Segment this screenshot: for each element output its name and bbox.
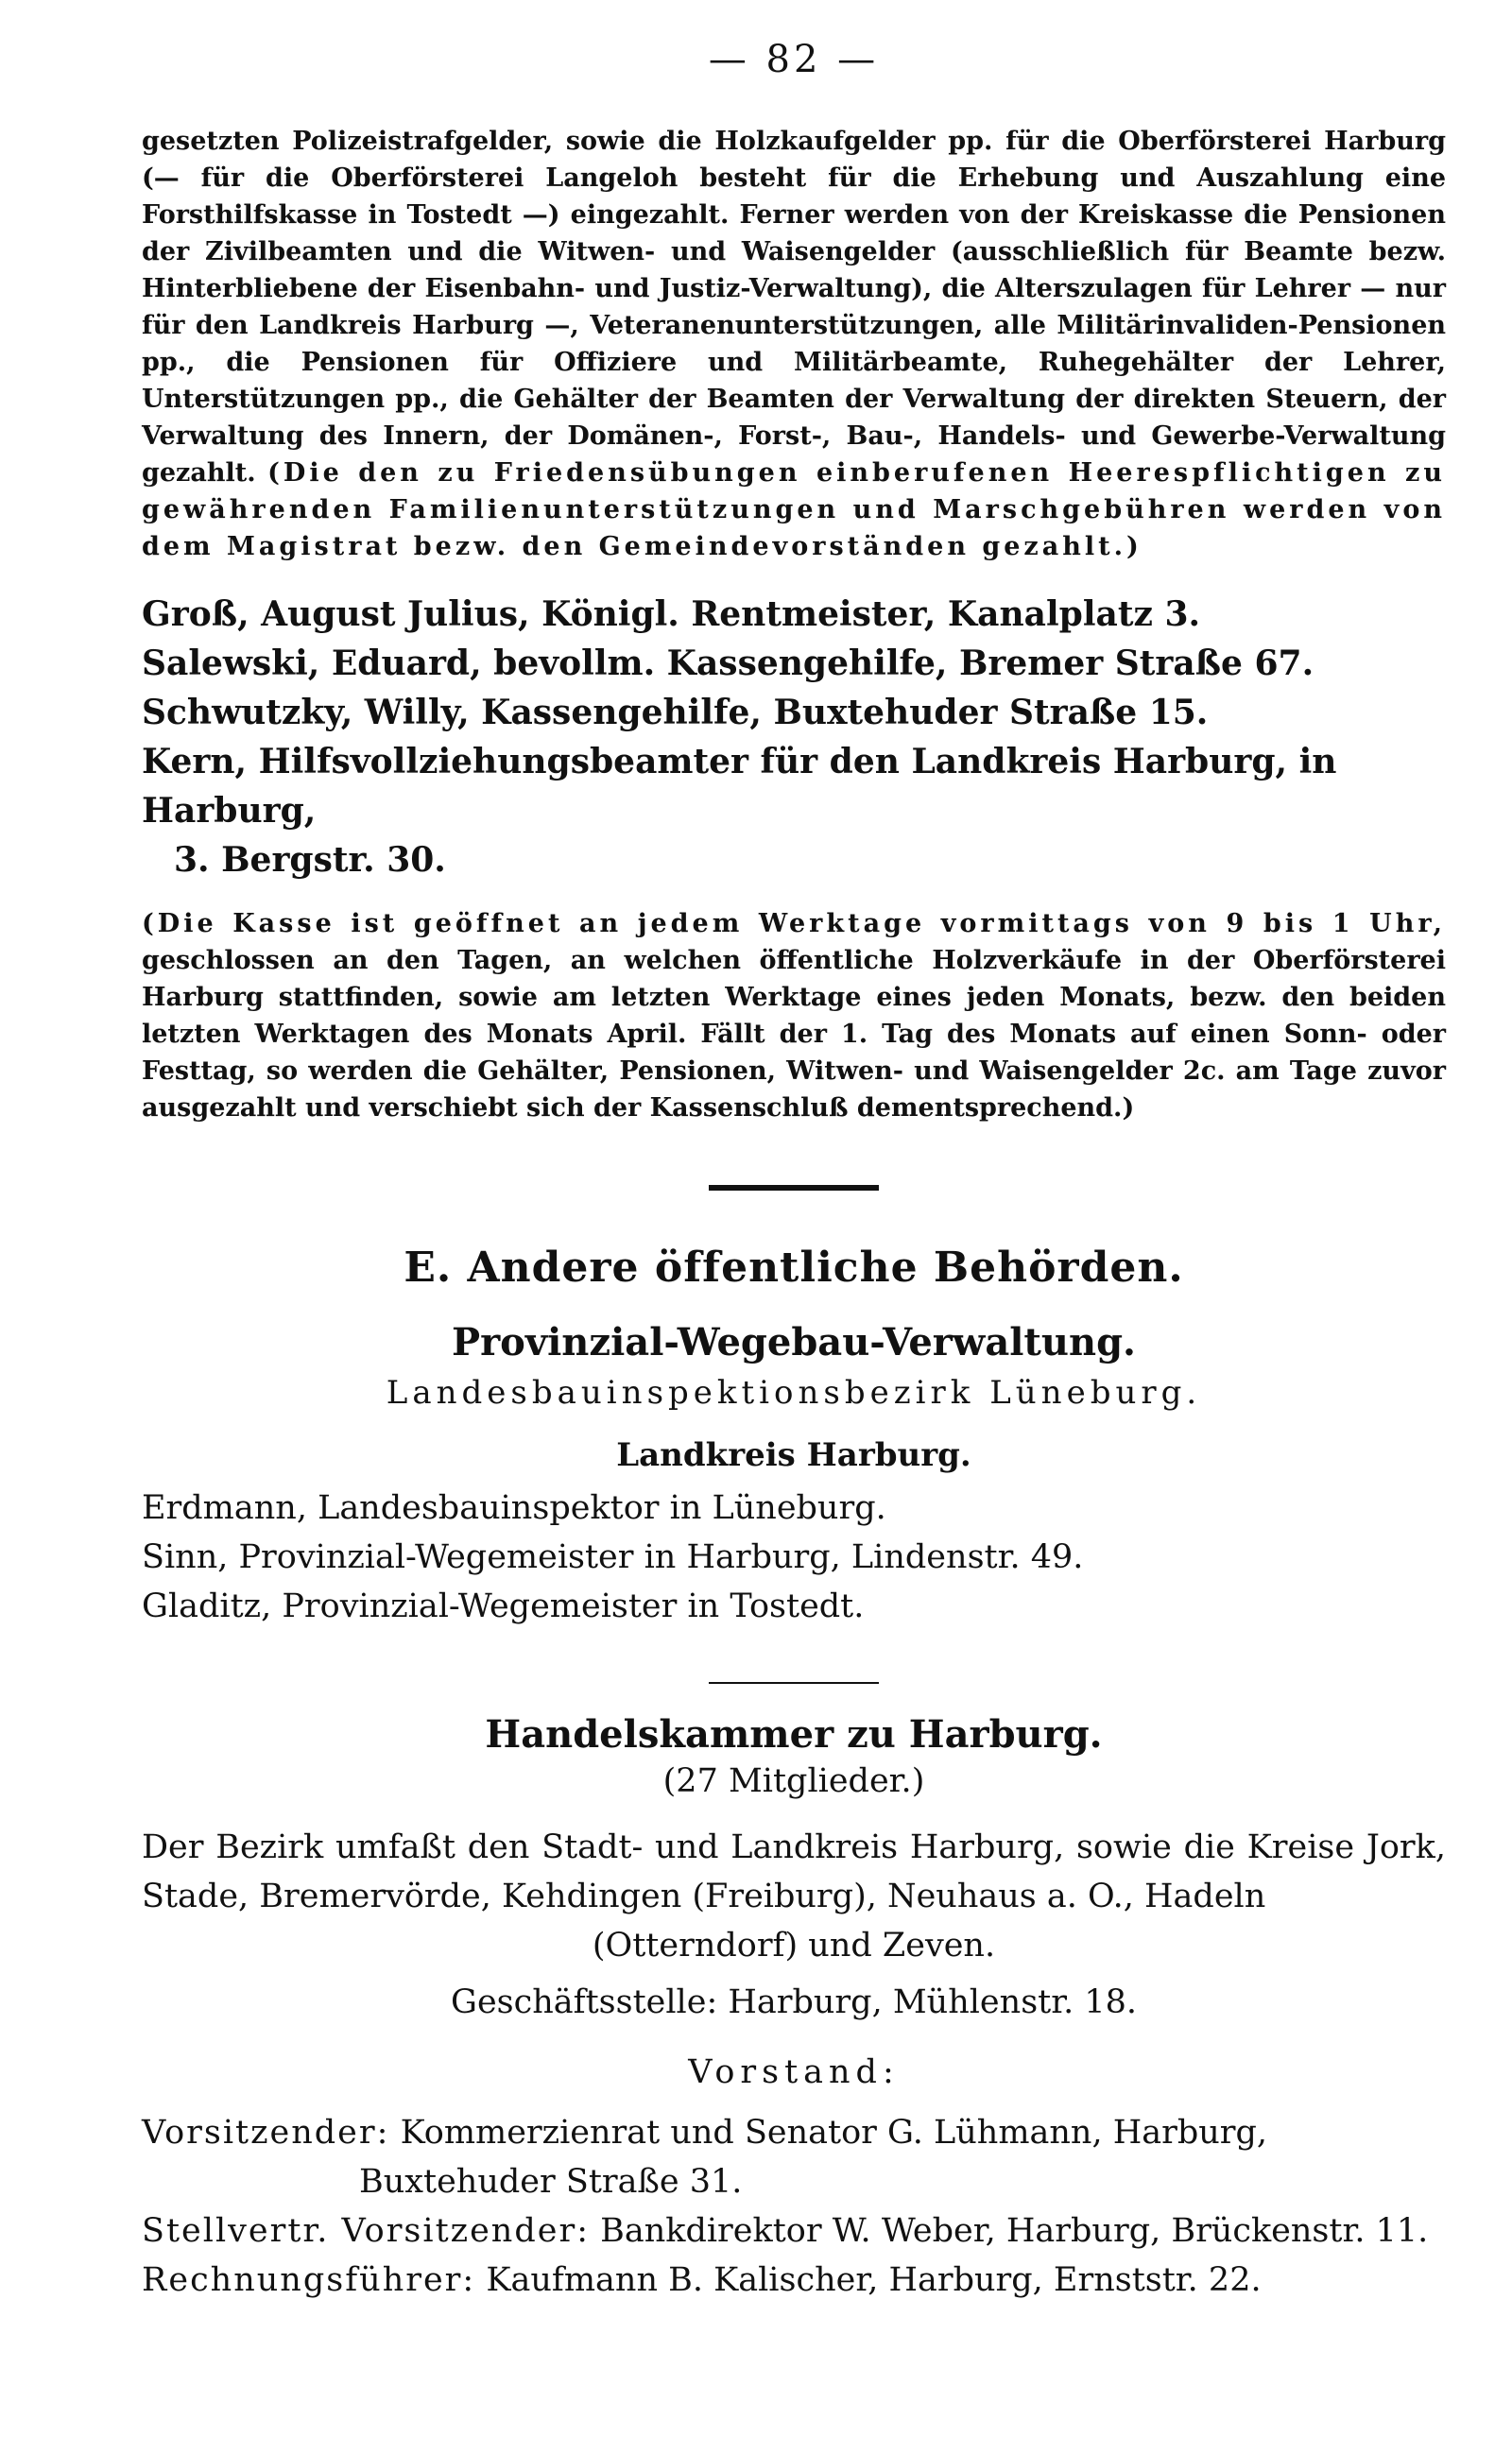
district-description: Der Bezirk umfaßt den Stadt- und Landkreis Harburg, sowie die Kreise Jork, Stade, Bremervörde, Kehdingen (Freiburg), Neuhaus a. O., Hadeln <box>142 1828 1446 1915</box>
inspection-district: Landesbauinspektionsbezirk Lüneburg. <box>386 1374 1202 1412</box>
staff-list <box>142 590 1446 884</box>
list-item: Sinn, Provinzial-Wegemeister in Harburg, Lindenstr. 49. <box>142 1538 1084 1576</box>
board-heading: Vorstand: <box>688 2053 900 2091</box>
page-number: — 82 — <box>708 38 880 81</box>
intro-spaced-note: (Die den zu Friedensübungen einberufenen Heerespflichtigen zu gewährenden Familienunterstützungen und Marschgebühren werden von dem Magistrat bezw. den Gemeindevorständen gezahlt.) <box>142 458 1446 561</box>
staff-entry: Groß, August Julius, Königl. Rentmeister, Kanalplatz 3. <box>142 594 1201 634</box>
section-title: E. Andere öffentliche Behörden. <box>404 1244 1184 1292</box>
staff-entry-continuation: 3. Bergstr. 30. <box>174 840 446 880</box>
staff-entry: Schwutzky, Willy, Kassengehilfe, Buxtehuder Straße 15. <box>142 693 1209 732</box>
office-address: Geschäftsstelle: Harburg, Mühlenstr. 18. <box>450 1983 1138 2021</box>
board-person: Kaufmann B. Kalischer, Harburg, Ernststr. 22. <box>486 2261 1262 2299</box>
district-heading: Landkreis Harburg. <box>616 1436 971 1474</box>
board-member <box>142 2108 1446 2206</box>
section-divider <box>709 1185 879 1191</box>
board-person: Kommerzienrat und Senator G. Lühmann, Harburg, <box>400 2114 1268 2152</box>
members-count: (27 Mitglieder.) <box>662 1762 925 1800</box>
district-description-end: (Otterndorf) und Zeven. <box>592 1927 996 1965</box>
board-role: Vorsitzender: <box>142 2114 390 2152</box>
subsection-title-wegebau: Provinzial-Wegebau-Verwaltung. <box>452 1320 1136 1364</box>
subsection-divider <box>709 1682 879 1684</box>
board-role: Rechnungsführer: <box>142 2261 476 2299</box>
document-page <box>142 38 1446 2419</box>
list-item: Erdmann, Landesbauinspektor in Lüneburg. <box>142 1489 886 1527</box>
wegebau-people <box>142 1484 1446 1631</box>
intro-text: gesetzten Polizeistrafgelder, sowie die Holzkaufgelder pp. für die Oberförsterei Harburg (— für die Oberförsterei Langeloh besteht für die Erhebung und Auszahlung eine Forsthilfskasse in Tostedt —) eingezahlt. Ferner werden von der Kreiskasse die Pensionen der Zivilbeamten und die Witwen- und Waisengelder (ausschließlich für Beamte bezw. Hinterbliebene der Eisenbahn- und Justiz-Verwaltung), die Alterszulagen für Lehrer — nur für den Landkreis Harburg —, Veteranenunterstützungen, alle Militärinvaliden-Pensionen pp., die Pensionen für Offiziere und Militärbeamte, Ruhegehälter der Lehrer, Unterstützungen pp., die Gehälter der Beamten der Verwaltung der direkten Steuern, der Verwaltung des Innern, der Domänen-, Forst-, Bau-, Handels- und Gewerbe-Verwaltung gezahlt. <box>142 127 1446 488</box>
staff-entry: Kern, Hilfsvollziehungsbeamter für den Landkreis Harburg, in Harburg, <box>142 742 1337 831</box>
board-person-continuation: Buxtehuder Straße 31. <box>359 2163 743 2201</box>
opening-hours-note <box>142 905 1446 1126</box>
list-item: Gladitz, Provinzial-Wegemeister in Tostedt. <box>142 1587 865 1625</box>
intro-paragraph <box>142 123 1446 565</box>
board-role: Stellvertr. Vorsitzender: <box>142 2212 590 2250</box>
board-person: Bankdirektor W. Weber, Harburg, Brückenstr. 11. <box>600 2212 1429 2250</box>
opening-hours-spaced: (Die Kasse ist geöffnet an jedem Werktage vormittags von 9 bis 1 Uhr, <box>142 909 1446 938</box>
board-member <box>142 2206 1446 2256</box>
subsection-title-handelskammer: Handelskammer zu Harburg. <box>485 1712 1103 1757</box>
opening-hours-rest: geschlossen an den Tagen, an welchen öffentliche Holzverkäufe in der Oberförsterei Harburg stattfinden, sowie am letzten Werktage eines jeden Monats, bezw. den beiden letzten Werktagen des Monats April. Fällt der 1. Tag des Monats auf einen Sonn- oder Festtag, so werden die Gehälter, Pensionen, Witwen- und Waisengelder 2c. am Tage zuvor ausgezahlt und verschiebt sich der Kassenschluß dementsprechend.) <box>142 946 1446 1123</box>
board-member <box>142 2256 1446 2305</box>
staff-entry: Salewski, Eduard, bevollm. Kassengehilfe, Bremer Straße 67. <box>142 644 1314 683</box>
